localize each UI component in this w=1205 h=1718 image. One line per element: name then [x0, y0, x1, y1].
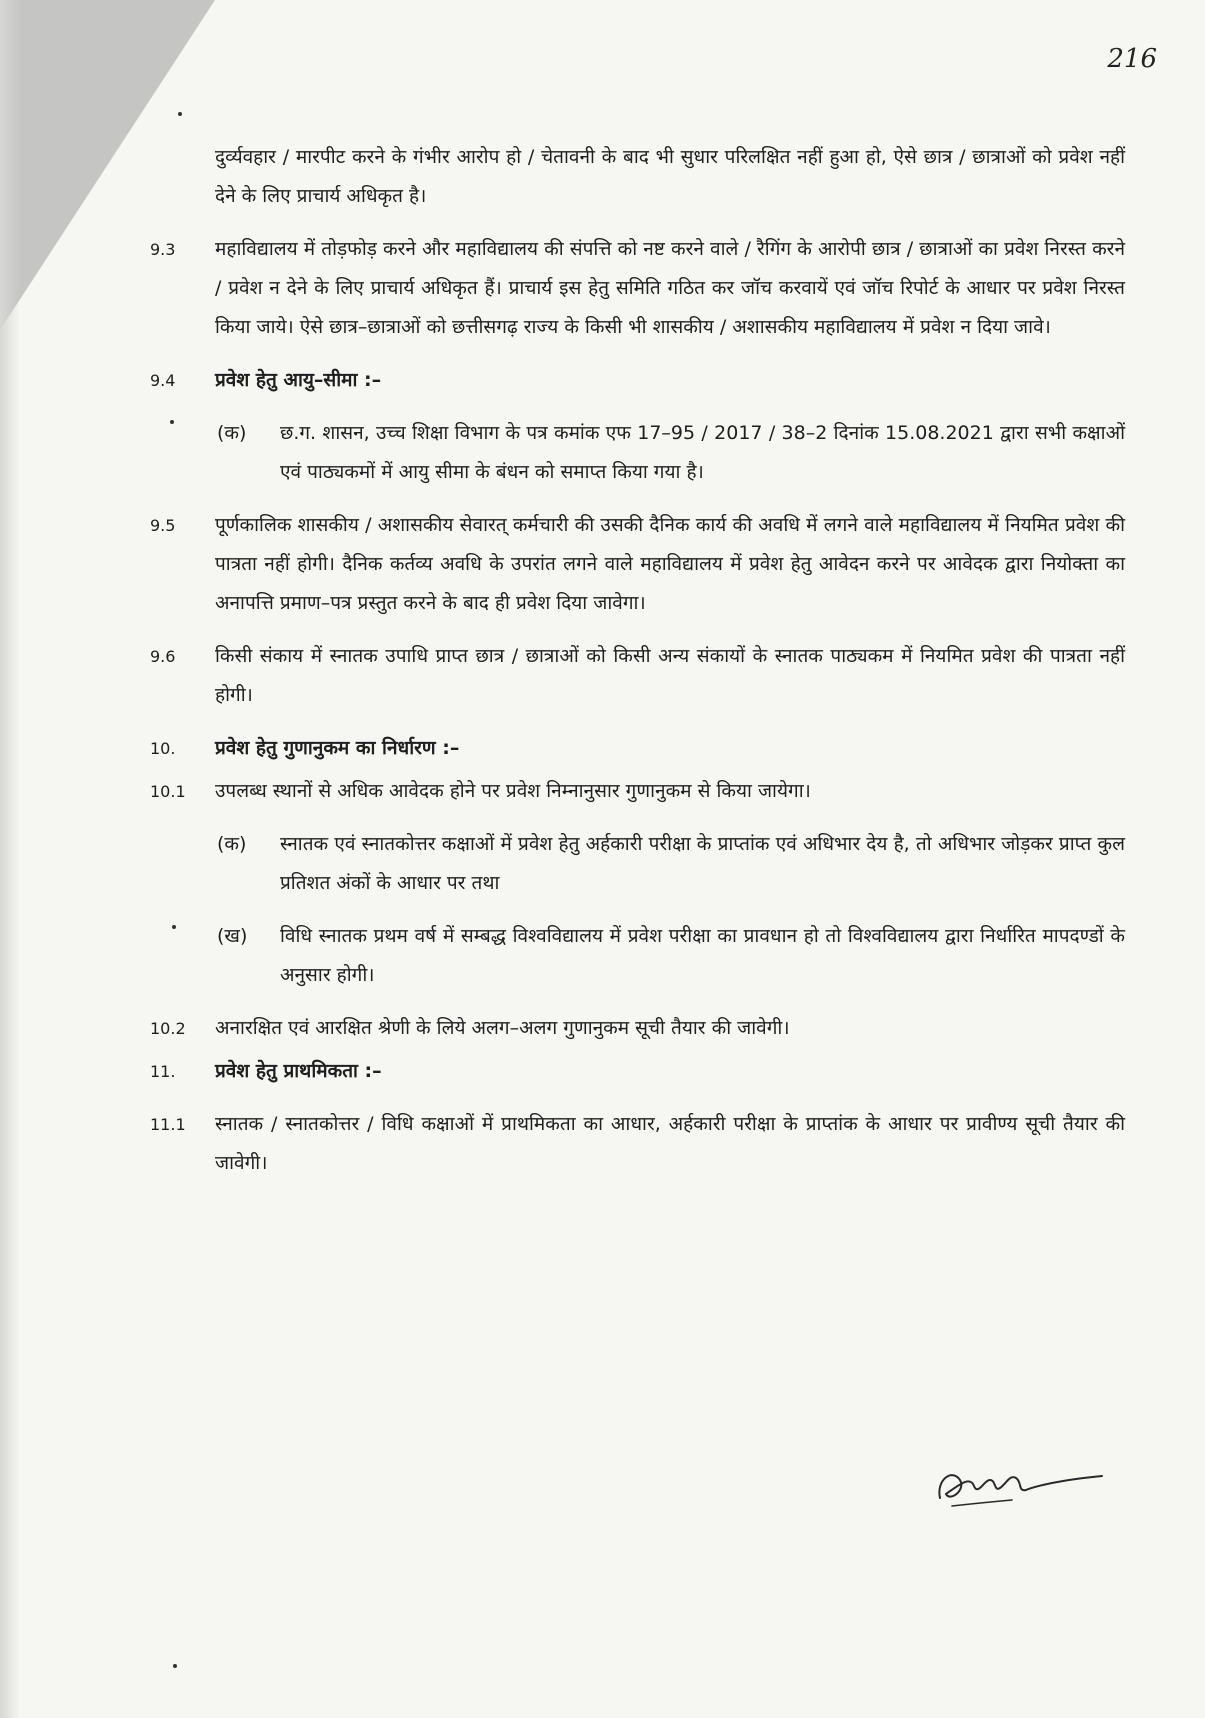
- paragraph-continuation: [150, 138, 1125, 216]
- section-text: पूर्णकालिक शासकीय / अशासकीय सेवारत् कर्मचारी की उसकी दैनिक कार्य की अवधि में लगने वाले महाविद्यालय में नियमित प्रवेश की पात्रता नहीं होगी। दैनिक कर्तव्य अवधि के उपरांत लगने वाले महाविद्यालय में प्रवेश हेतु आवेदन करने पर आवेदक द्वारा नियोक्ता का अनापत्ति प्रमाण–पत्र प्रस्तुत करने के बाद ही प्रवेश दिया जावेगा।: [215, 514, 1125, 614]
- section-number: 9.3: [150, 240, 176, 259]
- section-number: 9.4: [150, 371, 176, 390]
- section-11-1: [150, 1105, 1125, 1183]
- section-number: 11.1: [150, 1115, 186, 1134]
- item-text: विधि स्नातक प्रथम वर्ष में सम्बद्ध विश्वविद्यालय में प्रवेश परीक्षा का प्रावधान हो तो विश्वविद्यालय द्वारा निर्धारित मापदण्डों के अनुसार होगी।: [280, 925, 1125, 986]
- section-number: 10.: [150, 739, 176, 758]
- item-marker: (क): [217, 833, 247, 855]
- section-11: [150, 1052, 1125, 1091]
- page-number: 216: [1107, 44, 1157, 74]
- item-text: स्नातक एवं स्नातकोत्तर कक्षाओं में प्रवेश हेतु अर्हकारी परीक्षा के प्राप्तांक एवं अधिभार देय है, तो अधिभार जोड़कर प्राप्त कुल प्रतिशत अंकों के आधार पर तथा: [280, 833, 1125, 894]
- section-9-4: [150, 361, 1125, 400]
- section-10-1-item-ka: [150, 825, 1125, 903]
- scan-edge-shadow: [0, 0, 20, 1718]
- section-number: 10.1: [150, 782, 186, 801]
- section-text: स्नातक / स्नातकोत्तर / विधि कक्षाओं में प्राथमिकता का आधार, अर्हकारी परीक्षा के प्राप्तांक के आधार पर प्रावीण्य सूची तैयार की जावेगी।: [215, 1113, 1125, 1174]
- section-heading: प्रवेश हेतु गुणानुकम का निर्धारण :–: [215, 737, 460, 759]
- section-9-6: [150, 637, 1125, 715]
- section-text: अनारक्षित एवं आरक्षित श्रेणी के लिये अलग–अलग गुणानुकम सूची तैयार की जावेगी।: [215, 1017, 790, 1039]
- section-number: 9.6: [150, 647, 176, 666]
- section-text: महाविद्यालय में तोड़फोड़ करने और महाविद्यालय की संपत्ति को नष्ट करने वाले / रैगिंग के आरोपी छात्र / छात्राओं का प्रवेश निरस्त करने / प्रवेश न देने के लिए प्राचार्य अधिकृत हैं। प्राचार्य इस हेतु समिति गठित कर जॉच करवायें एवं जॉच रिपोर्ट के आधार पर प्रवेश निरस्त किया जाये। ऐसे छात्र–छात्राओं को छत्तीसगढ़ राज्य के किसी भी शासकीय / अशासकीय महाविद्यालय में प्रवेश न दिया जावे।: [215, 238, 1125, 338]
- section-10-1-item-kha: [150, 917, 1125, 995]
- section-10-2: [150, 1009, 1125, 1048]
- section-9-4-item-ka: [150, 414, 1125, 492]
- section-10: [150, 729, 1125, 768]
- section-number: 10.2: [150, 1019, 186, 1038]
- scan-speck: [173, 1664, 177, 1668]
- item-marker: (क): [217, 422, 247, 444]
- document-body: [150, 138, 1125, 1197]
- item-text: छ.ग. शासन, उच्च शिक्षा विभाग के पत्र कमांक एफ 17–95 / 2017 / 38–2 दिनांक 15.08.2021 द्वारा सभी कक्षाओं एवं पाठ्यकमों में आयु सीमा के बंधन को समाप्त किया गया है।: [280, 422, 1125, 483]
- section-number: 9.5: [150, 516, 176, 535]
- section-text: उपलब्ध स्थानों से अधिक आवेदक होने पर प्रवेश निम्नानुसार गुणानुकम से किया जायेगा।: [215, 780, 811, 802]
- handwritten-signature: [930, 1450, 1110, 1520]
- section-9-3: [150, 230, 1125, 347]
- item-marker: (ख): [217, 925, 248, 947]
- paragraph-text: दुर्व्यवहार / मारपीट करने के गंभीर आरोप हो / चेतावनी के बाद भी सुधार परिलक्षित नहीं हुआ हो, ऐसे छात्र / छात्राओं को प्रवेश नहीं देने के लिए प्राचार्य अधिकृत है।: [215, 146, 1125, 207]
- section-heading: प्रवेश हेतु प्राथमिकता :–: [215, 1060, 382, 1082]
- section-9-5: [150, 506, 1125, 623]
- section-10-1: [150, 772, 1125, 811]
- scan-speck: [178, 112, 182, 116]
- section-number: 11.: [150, 1062, 176, 1081]
- section-heading: प्रवेश हेतु आयु–सीमा :–: [215, 369, 382, 391]
- section-text: किसी संकाय में स्नातक उपाधि प्राप्त छात्र / छात्राओं को किसी अन्य संकायों के स्नातक पाठ्यकम में नियमित प्रवेश की पात्रता नहीं होगी।: [215, 645, 1125, 706]
